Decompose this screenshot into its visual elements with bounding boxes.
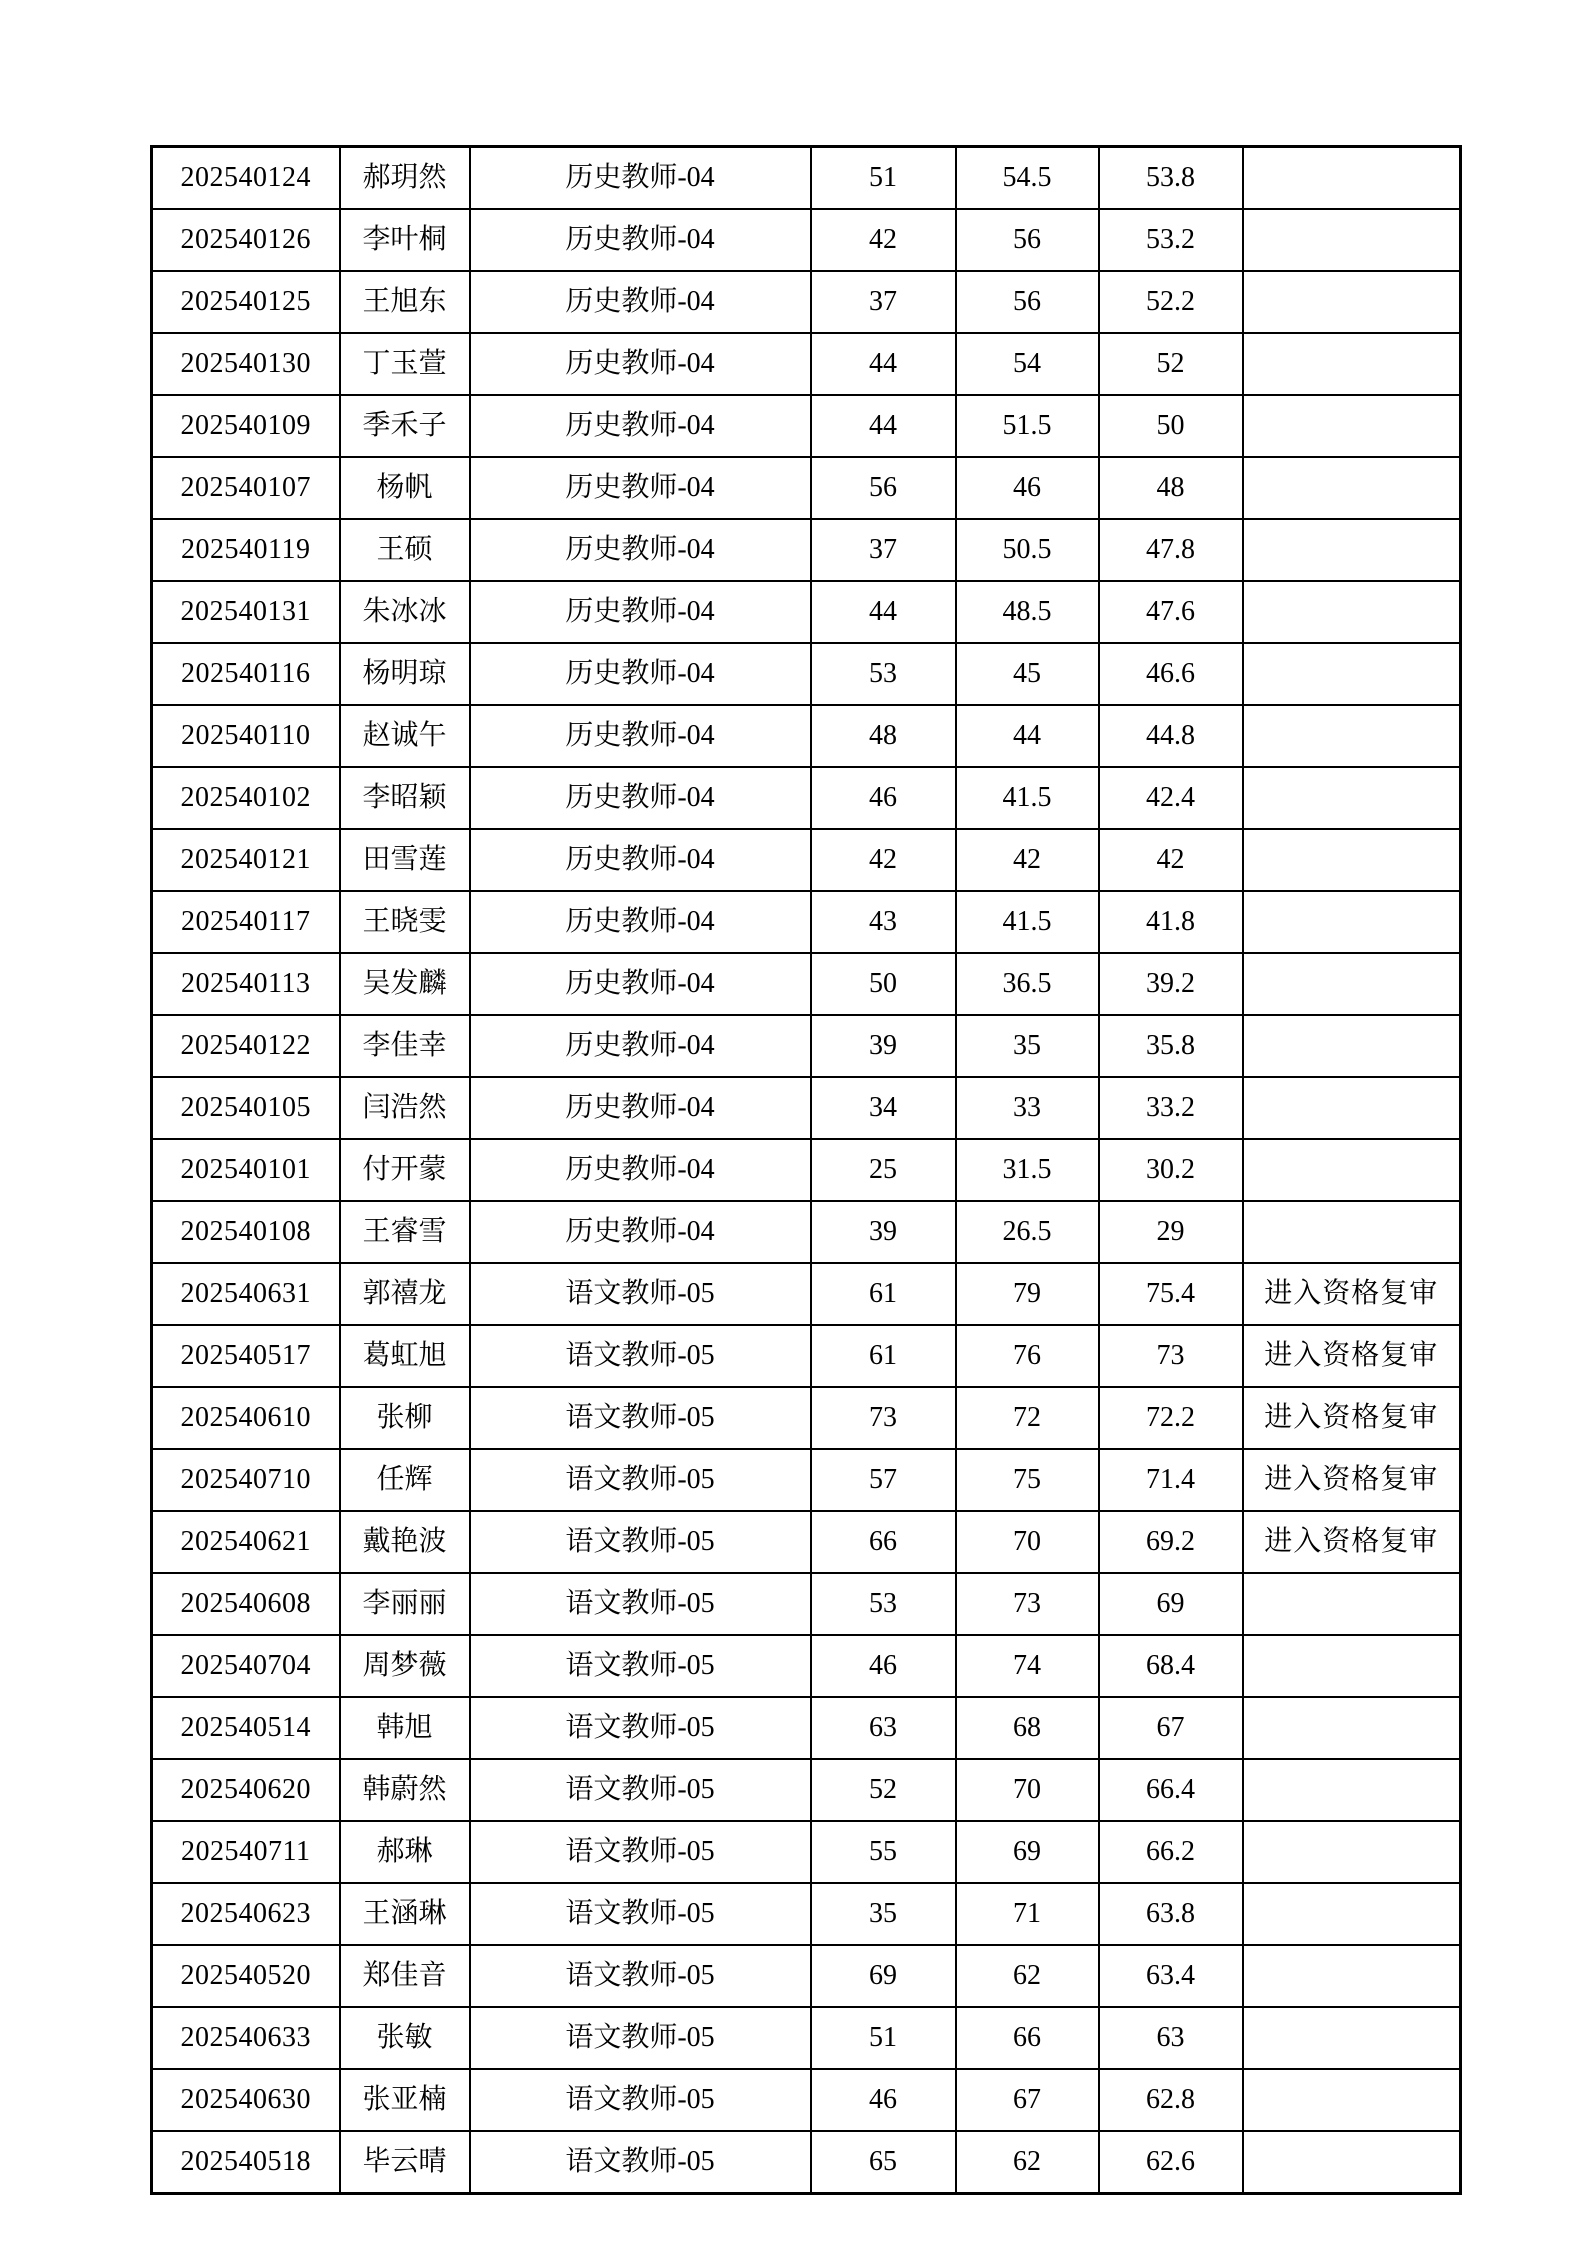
interview-score-cell: 54.5 (956, 147, 1099, 210)
status-cell (1243, 209, 1461, 271)
position-cell: 历史教师-04 (470, 271, 811, 333)
candidate-id-cell: 202540631 (152, 1263, 340, 1325)
position-cell: 语文教师-05 (470, 2069, 811, 2131)
candidate-name-cell: 郝琳 (340, 1821, 470, 1883)
interview-score-cell: 31.5 (956, 1139, 1099, 1201)
table-row (152, 1697, 1461, 1759)
interview-score-cell: 79 (956, 1263, 1099, 1325)
table-row (152, 1821, 1461, 1883)
total-score-cell: 33.2 (1099, 1077, 1243, 1139)
status-cell (1243, 1077, 1461, 1139)
position-cell: 语文教师-05 (470, 1387, 811, 1449)
candidate-id-cell: 202540621 (152, 1511, 340, 1573)
candidate-id-cell: 202540119 (152, 519, 340, 581)
status-cell (1243, 829, 1461, 891)
candidate-id-cell: 202540105 (152, 1077, 340, 1139)
table-row (152, 1883, 1461, 1945)
table-row (152, 271, 1461, 333)
position-cell: 历史教师-04 (470, 891, 811, 953)
status-cell (1243, 891, 1461, 953)
position-cell: 语文教师-05 (470, 1883, 811, 1945)
table-row (152, 1449, 1461, 1511)
total-score-cell: 47.6 (1099, 581, 1243, 643)
status-cell (1243, 271, 1461, 333)
position-cell: 历史教师-04 (470, 705, 811, 767)
candidate-id-cell: 202540710 (152, 1449, 340, 1511)
position-cell: 历史教师-04 (470, 643, 811, 705)
table-row (152, 1759, 1461, 1821)
status-cell (1243, 1821, 1461, 1883)
position-cell: 历史教师-04 (470, 767, 811, 829)
candidate-name-cell: 吴发麟 (340, 953, 470, 1015)
position-cell: 语文教师-05 (470, 1263, 811, 1325)
status-cell (1243, 1635, 1461, 1697)
candidate-name-cell: 田雪莲 (340, 829, 470, 891)
written-score-cell: 34 (811, 1077, 956, 1139)
table-row (152, 1635, 1461, 1697)
candidate-id-cell: 202540131 (152, 581, 340, 643)
interview-score-cell: 62 (956, 2131, 1099, 2194)
position-cell: 历史教师-04 (470, 333, 811, 395)
position-cell: 语文教师-05 (470, 2131, 811, 2194)
total-score-cell: 50 (1099, 395, 1243, 457)
position-cell: 历史教师-04 (470, 1139, 811, 1201)
written-score-cell: 48 (811, 705, 956, 767)
candidate-id-cell: 202540109 (152, 395, 340, 457)
status-cell (1243, 1015, 1461, 1077)
table-row (152, 1077, 1461, 1139)
table-row (152, 1945, 1461, 2007)
written-score-cell: 42 (811, 209, 956, 271)
candidate-id-cell: 202540113 (152, 953, 340, 1015)
candidate-name-cell: 郝玥然 (340, 147, 470, 210)
total-score-cell: 62.8 (1099, 2069, 1243, 2131)
written-score-cell: 55 (811, 1821, 956, 1883)
total-score-cell: 71.4 (1099, 1449, 1243, 1511)
position-cell: 语文教师-05 (470, 1821, 811, 1883)
candidate-id-cell: 202540518 (152, 2131, 340, 2194)
written-score-cell: 52 (811, 1759, 956, 1821)
table-row (152, 643, 1461, 705)
written-score-cell: 39 (811, 1015, 956, 1077)
position-cell: 历史教师-04 (470, 1077, 811, 1139)
table-row (152, 2007, 1461, 2069)
position-cell: 语文教师-05 (470, 1573, 811, 1635)
table-row (152, 891, 1461, 953)
candidate-name-cell: 戴艳波 (340, 1511, 470, 1573)
candidate-name-cell: 李佳幸 (340, 1015, 470, 1077)
interview-score-cell: 41.5 (956, 891, 1099, 953)
interview-score-cell: 68 (956, 1697, 1099, 1759)
total-score-cell: 72.2 (1099, 1387, 1243, 1449)
table-row (152, 2069, 1461, 2131)
interview-score-cell: 36.5 (956, 953, 1099, 1015)
candidate-id-cell: 202540520 (152, 1945, 340, 2007)
written-score-cell: 35 (811, 1883, 956, 1945)
status-cell (1243, 2007, 1461, 2069)
table-row (152, 1573, 1461, 1635)
candidate-name-cell: 李叶桐 (340, 209, 470, 271)
candidate-id-cell: 202540517 (152, 1325, 340, 1387)
total-score-cell: 52 (1099, 333, 1243, 395)
candidate-name-cell: 朱冰冰 (340, 581, 470, 643)
candidate-name-cell: 杨明琼 (340, 643, 470, 705)
position-cell: 历史教师-04 (470, 395, 811, 457)
interview-score-cell: 56 (956, 209, 1099, 271)
table-row (152, 953, 1461, 1015)
candidate-id-cell: 202540610 (152, 1387, 340, 1449)
total-score-cell: 75.4 (1099, 1263, 1243, 1325)
total-score-cell: 42.4 (1099, 767, 1243, 829)
candidate-name-cell: 张敏 (340, 2007, 470, 2069)
candidate-name-cell: 周梦薇 (340, 1635, 470, 1697)
total-score-cell: 42 (1099, 829, 1243, 891)
table-row (152, 1201, 1461, 1263)
candidate-id-cell: 202540108 (152, 1201, 340, 1263)
candidate-name-cell: 张柳 (340, 1387, 470, 1449)
position-cell: 历史教师-04 (470, 829, 811, 891)
candidate-id-cell: 202540623 (152, 1883, 340, 1945)
written-score-cell: 46 (811, 2069, 956, 2131)
position-cell: 历史教师-04 (470, 953, 811, 1015)
interview-score-cell: 56 (956, 271, 1099, 333)
candidate-name-cell: 毕云晴 (340, 2131, 470, 2194)
total-score-cell: 53.2 (1099, 209, 1243, 271)
status-cell (1243, 705, 1461, 767)
candidate-name-cell: 闫浩然 (340, 1077, 470, 1139)
candidate-name-cell: 季禾子 (340, 395, 470, 457)
position-cell: 历史教师-04 (470, 1201, 811, 1263)
written-score-cell: 69 (811, 1945, 956, 2007)
written-score-cell: 56 (811, 457, 956, 519)
status-cell (1243, 395, 1461, 457)
candidate-name-cell: 李丽丽 (340, 1573, 470, 1635)
total-score-cell: 73 (1099, 1325, 1243, 1387)
candidate-id-cell: 202540633 (152, 2007, 340, 2069)
interview-score-cell: 26.5 (956, 1201, 1099, 1263)
written-score-cell: 65 (811, 2131, 956, 2194)
candidate-id-cell: 202540122 (152, 1015, 340, 1077)
interview-score-cell: 44 (956, 705, 1099, 767)
interview-score-cell: 72 (956, 1387, 1099, 1449)
candidate-name-cell: 韩旭 (340, 1697, 470, 1759)
written-score-cell: 61 (811, 1263, 956, 1325)
position-cell: 语文教师-05 (470, 1635, 811, 1697)
candidate-id-cell: 202540630 (152, 2069, 340, 2131)
status-cell (1243, 457, 1461, 519)
position-cell: 语文教师-05 (470, 1945, 811, 2007)
exam-results-table (150, 145, 1462, 2195)
status-cell: 进入资格复审 (1243, 1325, 1461, 1387)
total-score-cell: 44.8 (1099, 705, 1243, 767)
interview-score-cell: 66 (956, 2007, 1099, 2069)
table-row (152, 147, 1461, 210)
status-cell (1243, 519, 1461, 581)
written-score-cell: 44 (811, 581, 956, 643)
candidate-id-cell: 202540110 (152, 705, 340, 767)
candidate-name-cell: 王硕 (340, 519, 470, 581)
written-score-cell: 42 (811, 829, 956, 891)
table-row (152, 333, 1461, 395)
total-score-cell: 29 (1099, 1201, 1243, 1263)
status-cell (1243, 1573, 1461, 1635)
total-score-cell: 35.8 (1099, 1015, 1243, 1077)
total-score-cell: 66.2 (1099, 1821, 1243, 1883)
interview-score-cell: 48.5 (956, 581, 1099, 643)
candidate-name-cell: 丁玉萱 (340, 333, 470, 395)
interview-score-cell: 33 (956, 1077, 1099, 1139)
written-score-cell: 50 (811, 953, 956, 1015)
interview-score-cell: 67 (956, 2069, 1099, 2131)
total-score-cell: 69.2 (1099, 1511, 1243, 1573)
total-score-cell: 63.8 (1099, 1883, 1243, 1945)
table-row (152, 519, 1461, 581)
interview-score-cell: 42 (956, 829, 1099, 891)
candidate-name-cell: 付开蒙 (340, 1139, 470, 1201)
candidate-id-cell: 202540124 (152, 147, 340, 210)
position-cell: 语文教师-05 (470, 2007, 811, 2069)
written-score-cell: 37 (811, 519, 956, 581)
candidate-name-cell: 李昭颖 (340, 767, 470, 829)
written-score-cell: 51 (811, 2007, 956, 2069)
candidate-id-cell: 202540117 (152, 891, 340, 953)
table-row (152, 1139, 1461, 1201)
status-cell (1243, 1201, 1461, 1263)
written-score-cell: 46 (811, 767, 956, 829)
candidate-id-cell: 202540125 (152, 271, 340, 333)
candidate-name-cell: 任辉 (340, 1449, 470, 1511)
interview-score-cell: 54 (956, 333, 1099, 395)
total-score-cell: 69 (1099, 1573, 1243, 1635)
status-cell (1243, 1139, 1461, 1201)
candidate-id-cell: 202540102 (152, 767, 340, 829)
status-cell (1243, 1945, 1461, 2007)
status-cell (1243, 581, 1461, 643)
total-score-cell: 63 (1099, 2007, 1243, 2069)
written-score-cell: 39 (811, 1201, 956, 1263)
interview-score-cell: 70 (956, 1759, 1099, 1821)
interview-score-cell: 74 (956, 1635, 1099, 1697)
position-cell: 语文教师-05 (470, 1449, 811, 1511)
written-score-cell: 63 (811, 1697, 956, 1759)
candidate-id-cell: 202540514 (152, 1697, 340, 1759)
table-body (152, 147, 1461, 2194)
candidate-name-cell: 王睿雪 (340, 1201, 470, 1263)
status-cell: 进入资格复审 (1243, 1449, 1461, 1511)
total-score-cell: 68.4 (1099, 1635, 1243, 1697)
candidate-id-cell: 202540126 (152, 209, 340, 271)
total-score-cell: 63.4 (1099, 1945, 1243, 2007)
table-row (152, 395, 1461, 457)
written-score-cell: 37 (811, 271, 956, 333)
table-row (152, 1387, 1461, 1449)
interview-score-cell: 76 (956, 1325, 1099, 1387)
candidate-name-cell: 张亚楠 (340, 2069, 470, 2131)
total-score-cell: 47.8 (1099, 519, 1243, 581)
table-row (152, 1325, 1461, 1387)
total-score-cell: 30.2 (1099, 1139, 1243, 1201)
total-score-cell: 41.8 (1099, 891, 1243, 953)
position-cell: 历史教师-04 (470, 581, 811, 643)
written-score-cell: 44 (811, 395, 956, 457)
position-cell: 语文教师-05 (470, 1697, 811, 1759)
position-cell: 历史教师-04 (470, 147, 811, 210)
candidate-id-cell: 202540711 (152, 1821, 340, 1883)
interview-score-cell: 35 (956, 1015, 1099, 1077)
interview-score-cell: 41.5 (956, 767, 1099, 829)
position-cell: 历史教师-04 (470, 1015, 811, 1077)
table-row (152, 829, 1461, 891)
total-score-cell: 48 (1099, 457, 1243, 519)
written-score-cell: 43 (811, 891, 956, 953)
interview-score-cell: 69 (956, 1821, 1099, 1883)
candidate-name-cell: 葛虹旭 (340, 1325, 470, 1387)
written-score-cell: 53 (811, 643, 956, 705)
candidate-id-cell: 202540121 (152, 829, 340, 891)
interview-score-cell: 71 (956, 1883, 1099, 1945)
written-score-cell: 51 (811, 147, 956, 210)
candidate-id-cell: 202540620 (152, 1759, 340, 1821)
status-cell (1243, 147, 1461, 210)
candidate-id-cell: 202540101 (152, 1139, 340, 1201)
interview-score-cell: 62 (956, 1945, 1099, 2007)
candidate-name-cell: 赵诚午 (340, 705, 470, 767)
table-row (152, 767, 1461, 829)
written-score-cell: 73 (811, 1387, 956, 1449)
table-row (152, 705, 1461, 767)
candidate-id-cell: 202540704 (152, 1635, 340, 1697)
total-score-cell: 39.2 (1099, 953, 1243, 1015)
interview-score-cell: 70 (956, 1511, 1099, 1573)
table-row (152, 581, 1461, 643)
candidate-name-cell: 韩蔚然 (340, 1759, 470, 1821)
status-cell: 进入资格复审 (1243, 1263, 1461, 1325)
position-cell: 语文教师-05 (470, 1511, 811, 1573)
table-row (152, 1511, 1461, 1573)
status-cell (1243, 2131, 1461, 2194)
candidate-id-cell: 202540107 (152, 457, 340, 519)
candidate-name-cell: 郭禧龙 (340, 1263, 470, 1325)
status-cell (1243, 643, 1461, 705)
position-cell: 历史教师-04 (470, 209, 811, 271)
interview-score-cell: 45 (956, 643, 1099, 705)
candidate-id-cell: 202540130 (152, 333, 340, 395)
candidate-name-cell: 王涵琳 (340, 1883, 470, 1945)
total-score-cell: 67 (1099, 1697, 1243, 1759)
position-cell: 语文教师-05 (470, 1759, 811, 1821)
status-cell (1243, 767, 1461, 829)
written-score-cell: 66 (811, 1511, 956, 1573)
interview-score-cell: 50.5 (956, 519, 1099, 581)
total-score-cell: 66.4 (1099, 1759, 1243, 1821)
position-cell: 语文教师-05 (470, 1325, 811, 1387)
total-score-cell: 62.6 (1099, 2131, 1243, 2194)
candidate-name-cell: 王晓雯 (340, 891, 470, 953)
written-score-cell: 61 (811, 1325, 956, 1387)
total-score-cell: 46.6 (1099, 643, 1243, 705)
candidate-id-cell: 202540116 (152, 643, 340, 705)
interview-score-cell: 75 (956, 1449, 1099, 1511)
written-score-cell: 25 (811, 1139, 956, 1201)
status-cell (1243, 1759, 1461, 1821)
position-cell: 历史教师-04 (470, 457, 811, 519)
position-cell: 历史教师-04 (470, 519, 811, 581)
status-cell (1243, 2069, 1461, 2131)
candidate-id-cell: 202540608 (152, 1573, 340, 1635)
table-row (152, 2131, 1461, 2194)
status-cell (1243, 1883, 1461, 1945)
table-row (152, 1263, 1461, 1325)
total-score-cell: 52.2 (1099, 271, 1243, 333)
status-cell (1243, 953, 1461, 1015)
table-row (152, 457, 1461, 519)
interview-score-cell: 46 (956, 457, 1099, 519)
interview-score-cell: 51.5 (956, 395, 1099, 457)
table-row (152, 209, 1461, 271)
table-row (152, 1015, 1461, 1077)
written-score-cell: 53 (811, 1573, 956, 1635)
interview-score-cell: 73 (956, 1573, 1099, 1635)
written-score-cell: 57 (811, 1449, 956, 1511)
candidate-name-cell: 杨帆 (340, 457, 470, 519)
written-score-cell: 46 (811, 1635, 956, 1697)
status-cell (1243, 1697, 1461, 1759)
written-score-cell: 44 (811, 333, 956, 395)
status-cell (1243, 333, 1461, 395)
total-score-cell: 53.8 (1099, 147, 1243, 210)
candidate-name-cell: 郑佳音 (340, 1945, 470, 2007)
status-cell: 进入资格复审 (1243, 1387, 1461, 1449)
status-cell: 进入资格复审 (1243, 1511, 1461, 1573)
candidate-name-cell: 王旭东 (340, 271, 470, 333)
